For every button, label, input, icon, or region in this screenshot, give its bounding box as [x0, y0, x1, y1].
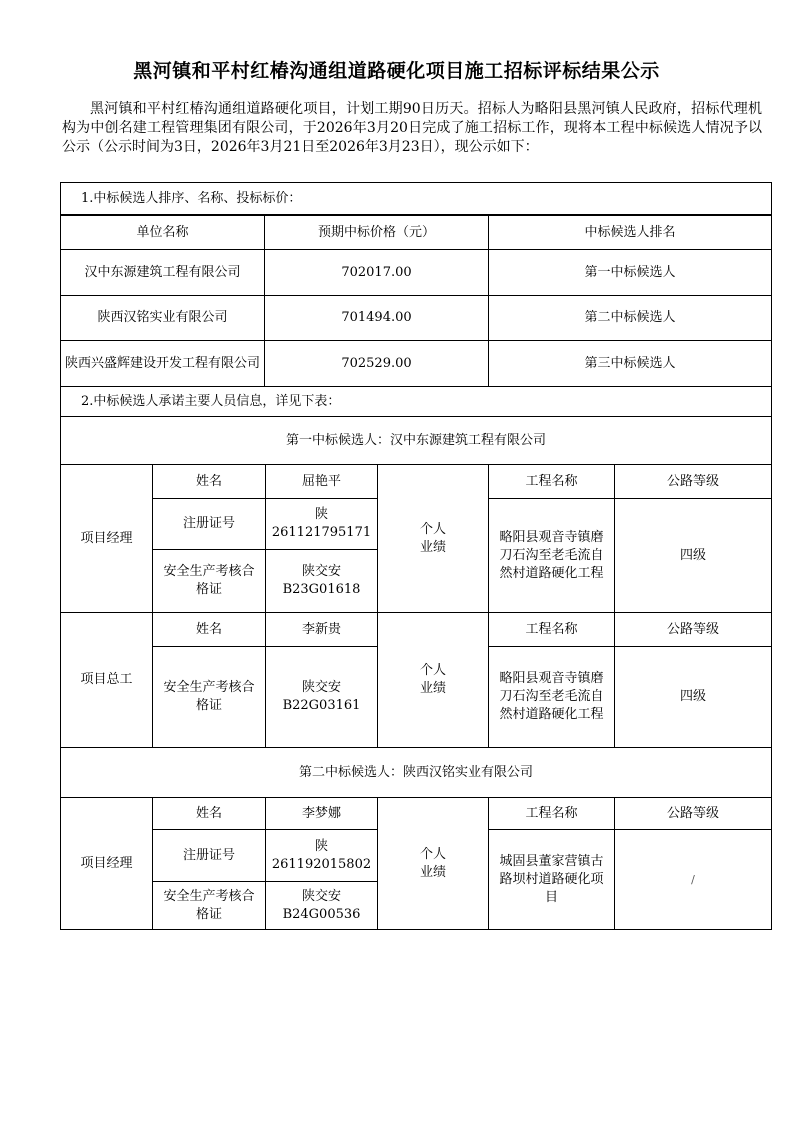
row2-price: 701494.00 [264, 295, 489, 341]
section1-heading: 1.中标候选人排序、名称、投标标价： [60, 182, 772, 215]
first-engineer-proj-label: 工程名称 [488, 612, 615, 647]
second-manager-project: 城固县董家营镇古路坝村道路硬化项目 [488, 829, 615, 930]
first-manager-safety-label: 安全生产考核合格证 [152, 549, 266, 613]
first-manager-grade: 四级 [614, 498, 772, 613]
row1-name: 汉中东源建筑工程有限公司 [60, 249, 265, 296]
row2-name: 陕西汉铭实业有限公司 [60, 295, 265, 341]
second-manager-safety-label: 安全生产考核合格证 [152, 881, 266, 930]
row3-name: 陕西兴盛辉建设开发工程有限公司 [60, 340, 265, 387]
first-manager-name-label: 姓名 [152, 464, 266, 499]
first-engineer-name-label: 姓名 [152, 612, 266, 647]
second-manager-proj-label: 工程名称 [488, 797, 615, 830]
first-engineer-role: 项目总工 [60, 612, 153, 748]
section2-heading: 2.中标候选人承诺主要人员信息，详见下表： [60, 386, 772, 417]
first-manager-safety: 陕交安B23G01618 [265, 549, 378, 613]
first-manager-reg: 陕261121795171 [265, 498, 378, 550]
first-manager-project: 略阳县观音寺镇磨刀石沟至老毛流自然村道路硬化工程 [488, 498, 615, 613]
header-rank: 中标候选人排名 [488, 215, 772, 250]
first-engineer-safety-label: 安全生产考核合格证 [152, 646, 266, 748]
second-manager-name-label: 姓名 [152, 797, 266, 830]
first-manager-role: 项目经理 [60, 464, 153, 613]
second-manager-name: 李梦娜 [265, 797, 378, 830]
row3-rank: 第三中标候选人 [488, 340, 772, 387]
first-manager-perf-label: 个人 业绩 [377, 464, 489, 613]
second-manager-role: 项目经理 [60, 797, 153, 930]
first-engineer-grade-label: 公路等级 [614, 612, 772, 647]
first-engineer-perf-label: 个人 业绩 [377, 612, 489, 748]
first-engineer-grade: 四级 [614, 646, 772, 748]
first-engineer-name: 李新贵 [265, 612, 378, 647]
second-manager-reg: 陕261192015802 [265, 829, 378, 882]
first-manager-proj-label: 工程名称 [488, 464, 615, 499]
page-title: 黑河镇和平村红椿沟通组道路硬化项目施工招标评标结果公示 [133, 60, 660, 82]
row1-rank: 第一中标候选人 [488, 249, 772, 296]
first-engineer-safety: 陕交安B22G03161 [265, 646, 378, 748]
intro-paragraph: 黑河镇和平村红椿沟通组道路硬化项目，计划工期90日历天。招标人为略阳县黑河镇人民政府，招标代理机构为中创名建工程管理集团有限公司，于2026年3月20日完成了施工招标工作，现将本工程中标候选人情况予以公示（公示时间为3日，2026年3月21日至2026年3月23日），现公示如下： [62, 101, 762, 155]
first-engineer-project: 略阳县观音寺镇磨刀石沟至老毛流自然村道路硬化工程 [488, 646, 615, 748]
first-manager-name: 屈艳平 [265, 464, 378, 499]
second-manager-perf-label: 个人 业绩 [377, 797, 489, 930]
second-manager-grade-label: 公路等级 [614, 797, 772, 830]
row2-rank: 第二中标候选人 [488, 295, 772, 341]
header-unit-name: 单位名称 [60, 215, 265, 250]
header-price: 预期中标价格（元） [264, 215, 489, 250]
second-manager-grade [614, 829, 772, 930]
first-manager-grade-label: 公路等级 [614, 464, 772, 499]
grade-slash: / [691, 872, 695, 886]
second-manager-safety: 陕交安B24G00536 [265, 881, 378, 930]
first-manager-reg-label: 注册证号 [152, 498, 266, 550]
first-candidate-title: 第一中标候选人：汉中东源建筑工程有限公司 [60, 416, 772, 465]
second-manager-reg-label: 注册证号 [152, 829, 266, 882]
row1-price: 702017.00 [264, 249, 489, 296]
second-candidate-title: 第二中标候选人：陕西汉铭实业有限公司 [60, 747, 772, 798]
row3-price: 702529.00 [264, 340, 489, 387]
